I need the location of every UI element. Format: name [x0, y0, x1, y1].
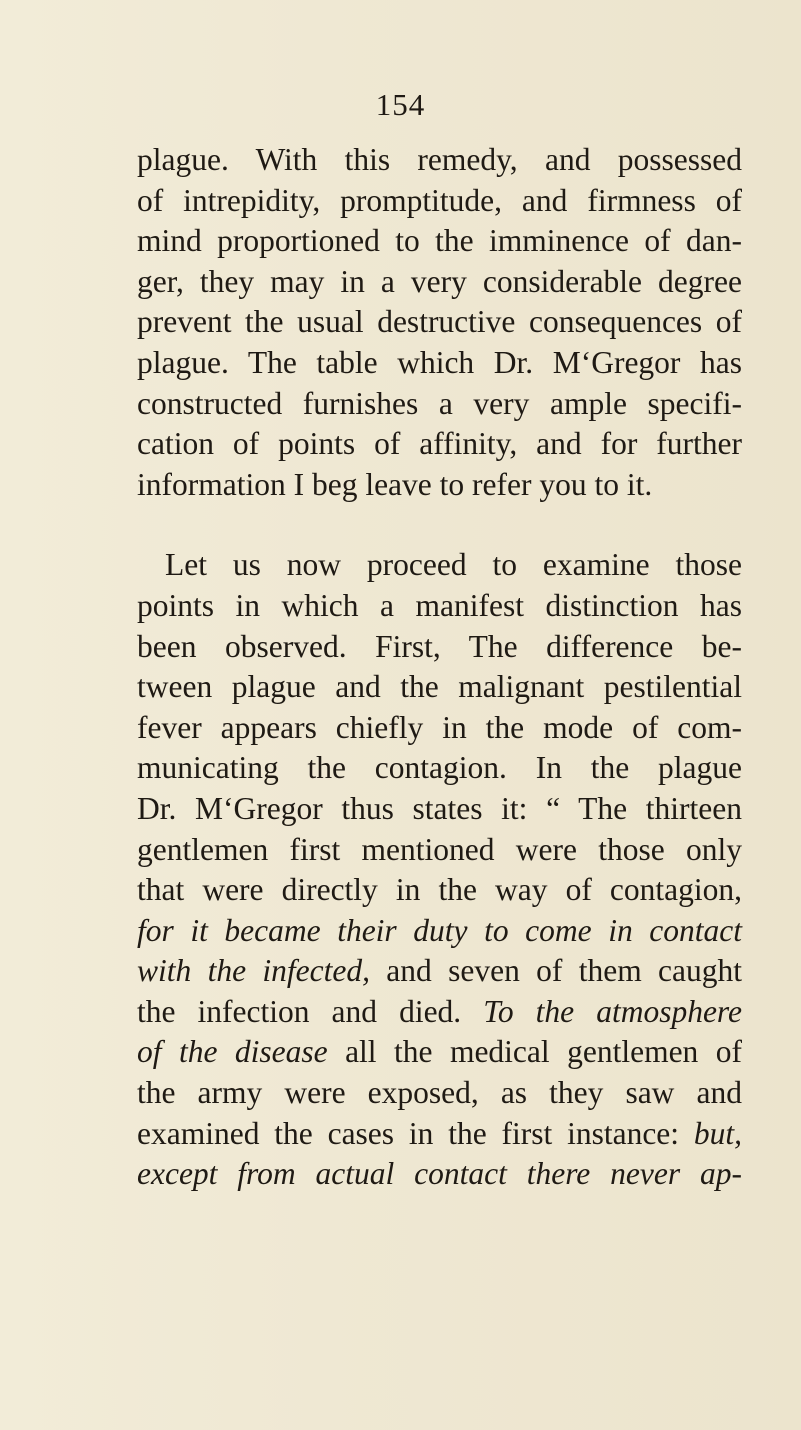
italic-span: To the atmosphere	[483, 993, 743, 1029]
text-line: constructed furnishes a very ample specifi-	[137, 385, 742, 421]
text-line: Dr. M‘Gregor thus states it: “ The thirteen	[137, 790, 742, 826]
text-line: fever appears chiefly in the mode of com-	[137, 709, 742, 745]
paragraph-1	[137, 140, 742, 505]
text-line	[137, 1114, 742, 1155]
text-line: cation of points of affinity, and for further	[137, 426, 742, 462]
paragraph-2	[137, 545, 742, 1195]
text-line: of intrepidity, promptitude, and firmness of	[137, 182, 742, 218]
text-line: points in which a manifest distinction has	[137, 587, 742, 623]
text-line: except from actual contact there never ap-	[137, 1156, 742, 1192]
text-span: and seven of them caught	[369, 953, 743, 989]
text-line: that were directly in the way of contagion,	[137, 872, 742, 908]
text-line	[137, 1032, 742, 1073]
page-body	[137, 140, 742, 1195]
text-line	[137, 992, 742, 1033]
text-line: prevent the usual destructive consequences of	[137, 304, 742, 340]
italic-span: but,	[693, 1115, 742, 1151]
text-line: been observed. First, The difference be-	[137, 628, 742, 664]
text-span: examined the cases in the first instance:	[137, 1115, 694, 1151]
text-line: ger, they may in a very considerable degree	[137, 263, 742, 299]
text-line: for it became their duty to come in contact	[137, 912, 742, 948]
text-line: Let us now proceed to examine those	[165, 547, 742, 583]
text-span: all the medical gentlemen of	[327, 1034, 742, 1070]
text-line: plague. The table which Dr. M‘Gregor has	[137, 344, 742, 380]
text-line: municating the contagion. In the plague	[137, 750, 742, 786]
text-span: the infection and died.	[137, 993, 484, 1029]
text-line	[137, 951, 742, 992]
text-line: tween plague and the malignant pestilential	[137, 669, 742, 705]
text-line: information I beg leave to refer you to it.	[137, 466, 653, 502]
italic-span: of the disease	[137, 1034, 328, 1070]
page-number: 154	[375, 87, 426, 122]
text-line: the army were exposed, as they saw and	[137, 1075, 742, 1111]
text-line: gentlemen first mentioned were those only	[137, 831, 742, 867]
text-line: mind proportioned to the imminence of dan-	[137, 223, 742, 259]
text-line: plague. With this remedy, and possessed	[137, 142, 742, 177]
italic-span: with the infected,	[137, 953, 370, 989]
